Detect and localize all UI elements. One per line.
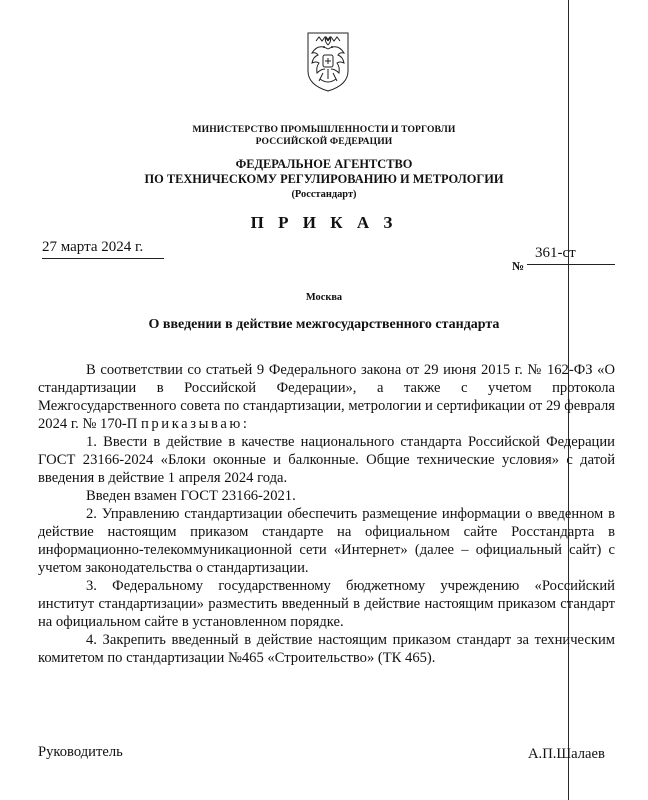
ministry-line-2: РОССИЙСКОЙ ФЕДЕРАЦИИ (255, 136, 393, 147)
order-word: приказываю: (141, 416, 250, 432)
item-1-replaced: Введен взамен ГОСТ 23166-2021. (86, 488, 296, 504)
preamble-paragraph (38, 361, 615, 433)
order-date: 27 марта 2024 г. (42, 239, 164, 259)
agency-name (0, 157, 648, 202)
ministry-line-1: МИНИСТЕРСТВО ПРОМЫШЛЕННОСТИ И ТОРГОВЛИ (192, 124, 456, 135)
order-city: Москва (305, 292, 343, 303)
russian-coat-of-arms-icon (304, 27, 352, 94)
item-3: 3. Федеральному государственному бюджетному учреждению «Российский институт стандартизации» разместить введенный в действие настоящим приказом стандарт на официальном сайте в установленном порядке. (38, 578, 615, 630)
signatory-name: А.П.Шалаев (528, 746, 605, 762)
item-4: 4. Закрепить введенный в действие настоящим приказом стандарт за техническим комитетом по стандартизации №465 «Строительство» (ТК 465). (38, 632, 615, 666)
document-title: П Р И К А З (250, 213, 398, 232)
preamble-text: В соответствии со статьей 9 Федерального закона от 29 июня 2015 г. № 162-ФЗ «О стандартизации в Российской Федерации», а также с учетом протокола Межгосударственного совета по стандартизации, метрологии и сертификации от 29 февраля 2024 г. № 170-П (38, 362, 615, 432)
agency-line-2: ПО ТЕХНИЧЕСКОМУ РЕГУЛИРОВАНИЮ И МЕТРОЛОГИИ (144, 172, 504, 186)
order-number-sign: № (512, 259, 525, 273)
item-2: 2. Управлению стандартизации обеспечить размещение информации о введенном в действие настоящим приказом стандарте на официальном сайте Росстандарта в информационно-телекоммуникационной сети «Интернет» (далее – официальный сайт) с учетом законодательства о стандартизации. (38, 506, 615, 576)
signatory-position: Руководитель (38, 744, 123, 760)
item-1: 1. Ввести в действие в качестве национального стандарта Российской Федерации ГОСТ 23166-2024 «Блоки оконные и балконные. Общие технические условия» с датой введения в действие 1 апреля 2024 года. (38, 434, 615, 486)
order-subject: О введении в действие межгосударственного стандарта (148, 317, 500, 332)
agency-short-name: (Росстандарт) (291, 189, 357, 200)
order-body (38, 361, 615, 667)
agency-line-1: ФЕДЕРАЛЬНОЕ АГЕНТСТВО (235, 157, 413, 171)
ministry-name (0, 124, 648, 148)
order-number: 361-ст (527, 245, 615, 265)
